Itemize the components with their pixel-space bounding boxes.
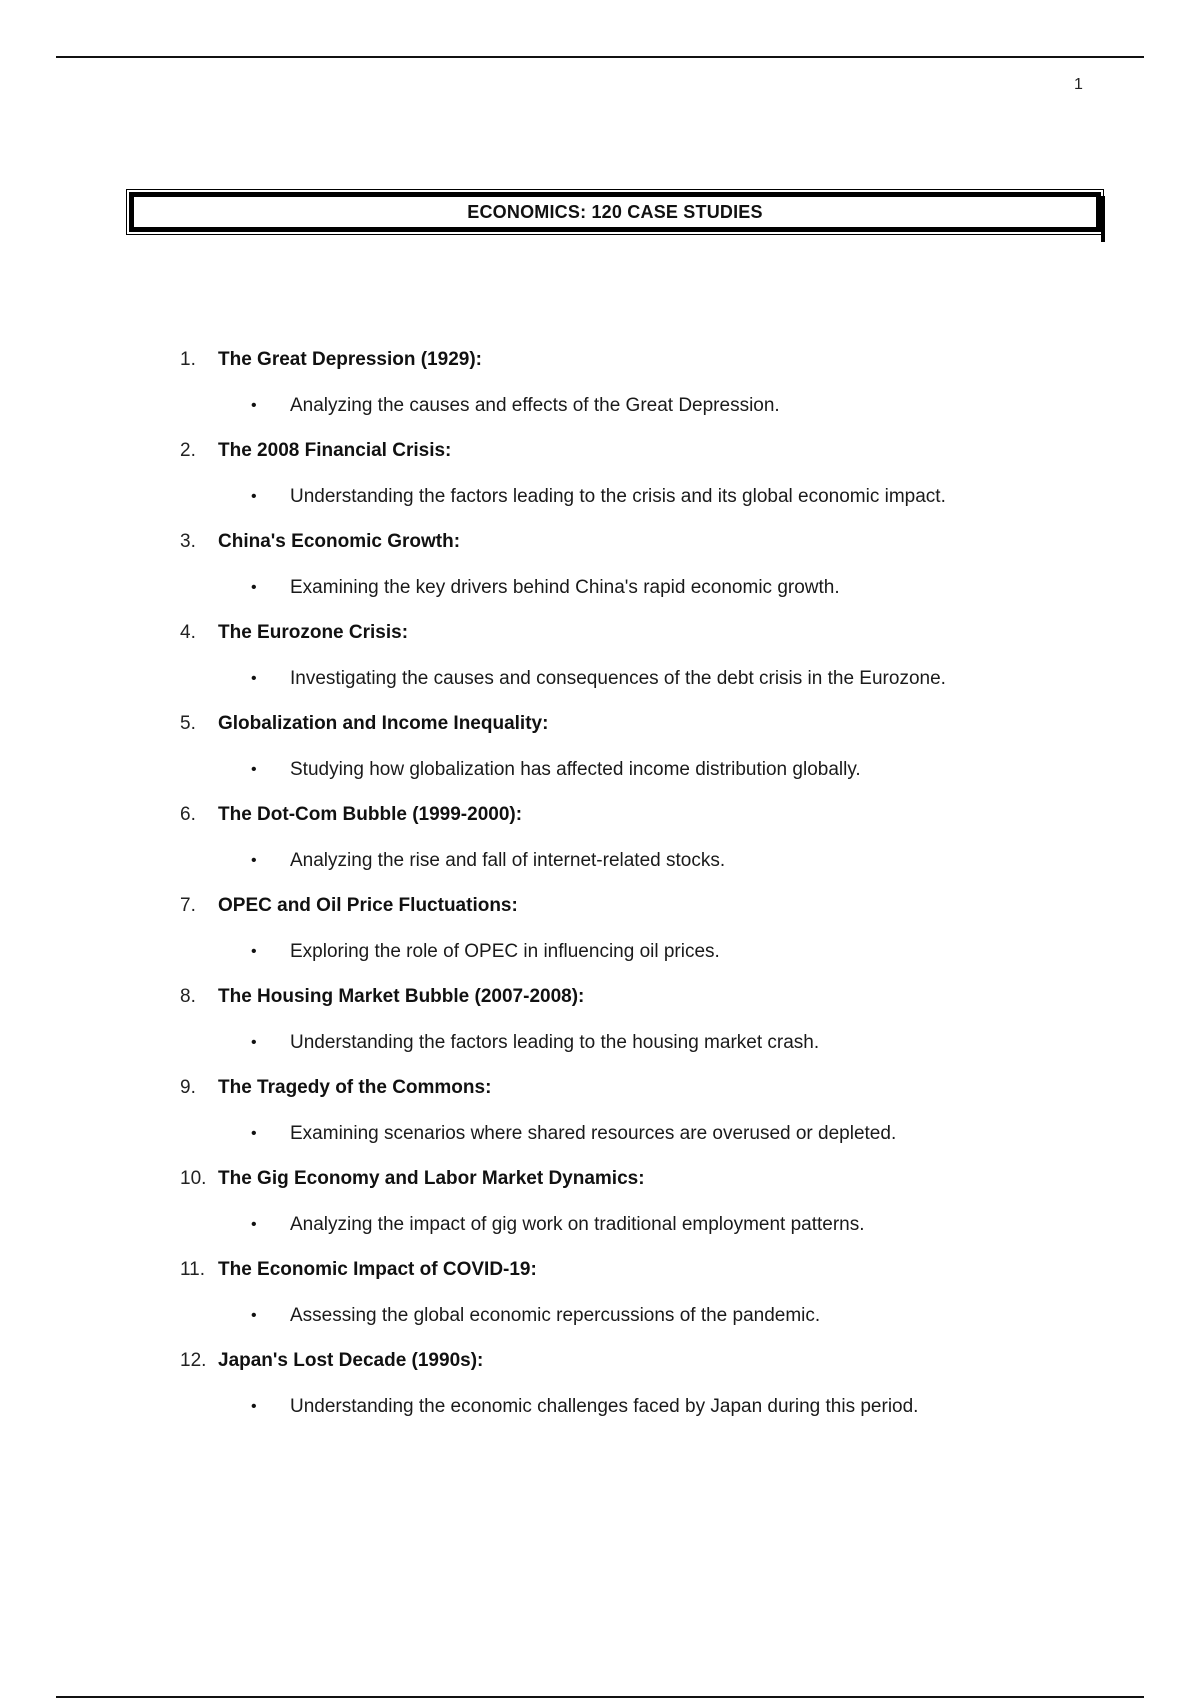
- case-number: 9.: [180, 1077, 196, 1098]
- bullet-icon: •: [251, 670, 257, 687]
- case-number: 12.: [180, 1350, 207, 1371]
- header-rule: [56, 56, 1144, 58]
- bullet-icon: •: [251, 1125, 257, 1142]
- case-study-item: [0, 983, 1200, 1074]
- case-title: The 2008 Financial Crisis:: [218, 440, 452, 461]
- case-title: China's Economic Growth:: [218, 531, 461, 552]
- case-description: Understanding the factors leading to the housing market crash.: [290, 1032, 820, 1053]
- case-title: OPEC and Oil Price Fluctuations:: [218, 895, 518, 916]
- case-number: 3.: [180, 531, 196, 552]
- case-description: Examining scenarios where shared resources are overused or depleted.: [290, 1123, 897, 1144]
- case-description: Examining the key drivers behind China's rapid economic growth.: [290, 577, 840, 598]
- case-study-item: [0, 801, 1200, 892]
- case-number: 2.: [180, 440, 196, 461]
- bullet-icon: •: [251, 397, 257, 414]
- case-title: The Gig Economy and Labor Market Dynamics:: [218, 1168, 645, 1189]
- bullet-icon: •: [251, 1034, 257, 1051]
- case-title: Japan's Lost Decade (1990s):: [218, 1350, 484, 1371]
- bullet-icon: •: [251, 852, 257, 869]
- case-description: Assessing the global economic repercussions of the pandemic.: [290, 1305, 821, 1326]
- bullet-icon: •: [251, 761, 257, 778]
- case-description: Analyzing the impact of gig work on traditional employment patterns.: [290, 1214, 865, 1235]
- case-study-list: [0, 346, 1200, 1438]
- case-study-item: [0, 619, 1200, 710]
- case-number: 8.: [180, 986, 196, 1007]
- case-title: The Housing Market Bubble (2007-2008):: [218, 986, 585, 1007]
- case-study-item: [0, 1165, 1200, 1256]
- case-number: 11.: [180, 1259, 206, 1280]
- case-title: The Great Depression (1929):: [218, 349, 482, 370]
- bullet-icon: •: [251, 579, 257, 596]
- page-number: 1: [1074, 76, 1083, 93]
- case-study-item: [0, 437, 1200, 528]
- case-study-item: [0, 710, 1200, 801]
- bullet-icon: •: [251, 488, 257, 505]
- title-box: [129, 192, 1101, 232]
- case-number: 10.: [180, 1168, 207, 1189]
- case-number: 4.: [180, 622, 196, 643]
- case-number: 5.: [180, 713, 196, 734]
- case-title: The Dot-Com Bubble (1999-2000):: [218, 804, 523, 825]
- case-study-item: [0, 892, 1200, 983]
- case-description: Exploring the role of OPEC in influencing oil prices.: [290, 941, 720, 962]
- case-description: Analyzing the causes and effects of the Great Depression.: [290, 395, 780, 416]
- case-description: Studying how globalization has affected income distribution globally.: [290, 759, 861, 780]
- case-title: The Eurozone Crisis:: [218, 622, 409, 643]
- case-number: 7.: [180, 895, 196, 916]
- case-study-item: [0, 528, 1200, 619]
- bullet-icon: •: [251, 1307, 257, 1324]
- case-number: 6.: [180, 804, 196, 825]
- case-title: Globalization and Income Inequality:: [218, 713, 549, 734]
- case-description: Understanding the economic challenges faced by Japan during this period.: [290, 1396, 919, 1417]
- bullet-icon: •: [251, 1216, 257, 1233]
- case-study-item: [0, 1256, 1200, 1347]
- case-study-item: [0, 346, 1200, 437]
- bullet-icon: •: [251, 1398, 257, 1415]
- case-title: The Tragedy of the Commons:: [218, 1077, 492, 1098]
- footer-rule: [56, 1696, 1144, 1698]
- case-study-item: [0, 1347, 1200, 1438]
- case-description: Understanding the factors leading to the crisis and its global economic impact.: [290, 486, 946, 507]
- bullet-icon: •: [251, 943, 257, 960]
- case-number: 1.: [180, 349, 196, 370]
- document-title: ECONOMICS: 120 CASE STUDIES: [467, 201, 763, 222]
- case-title: The Economic Impact of COVID-19:: [218, 1259, 537, 1280]
- case-description: Investigating the causes and consequences of the debt crisis in the Eurozone.: [290, 668, 946, 689]
- case-study-item: [0, 1074, 1200, 1165]
- case-description: Analyzing the rise and fall of internet-related stocks.: [290, 850, 726, 871]
